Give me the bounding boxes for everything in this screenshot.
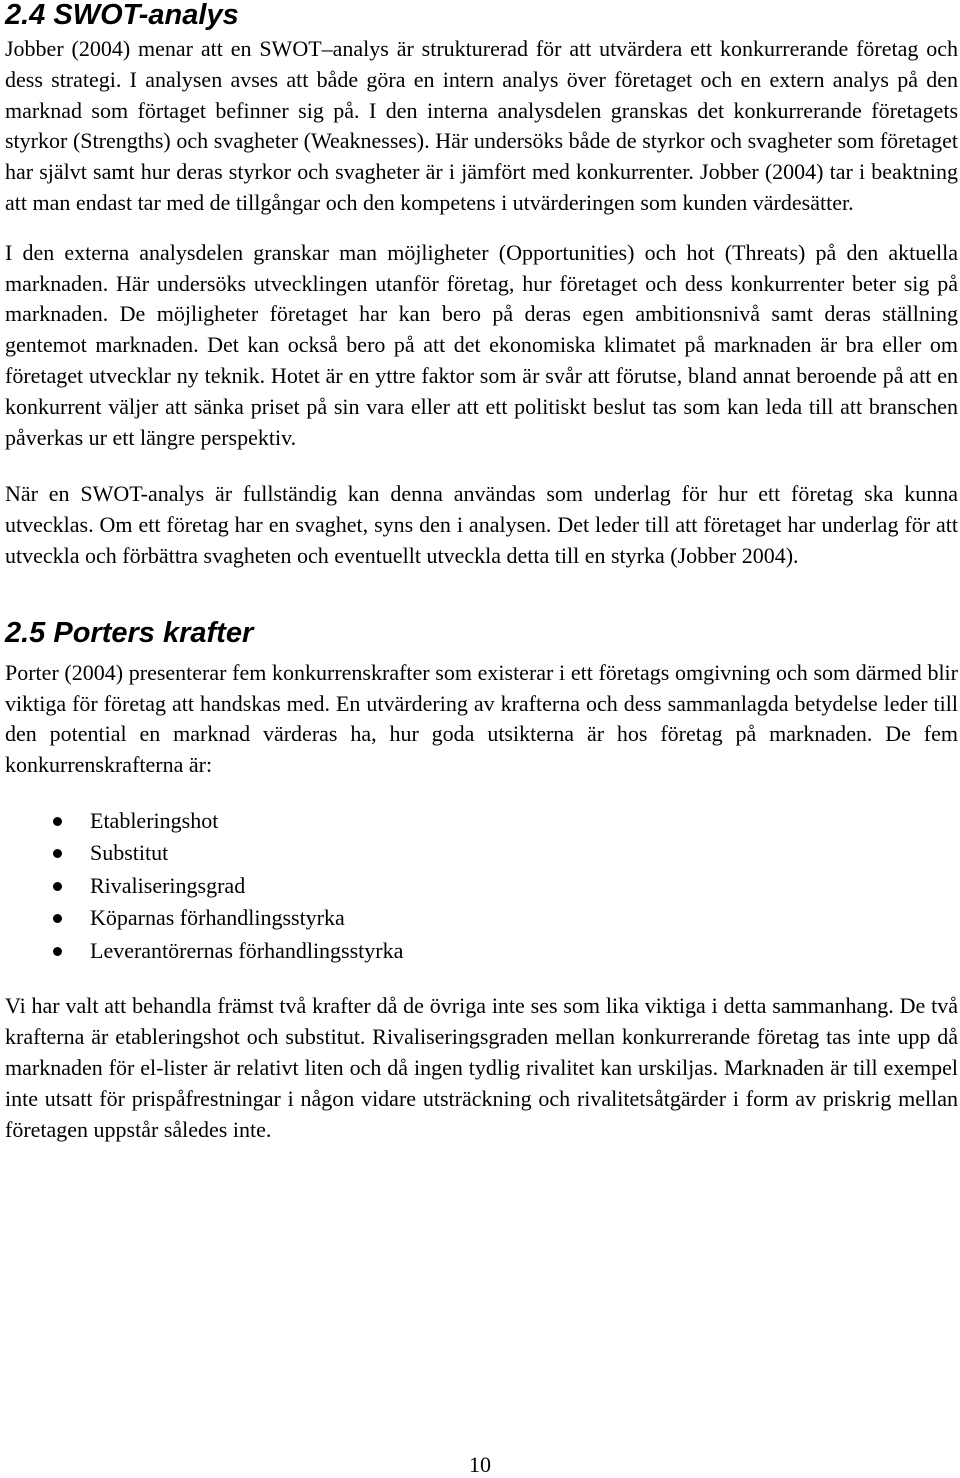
bullet-icon [53,817,62,826]
list-item [5,902,958,935]
paragraph-swot-external: I den externa analysdelen granskar man möjligheter (Opportunities) och hot (Threats) på den aktuella marknaden. Här undersöks utvecklingen utanför företag, hur företaget och dess konkurrenter beter sig på marknaden. De möjligheter företaget har kan bero på deras egen ambitionsnivå samt deras ställning gentemot marknaden. Det kan också bero på att det ekonomiska klimatet på marknaden är bra eller om företaget utvecklar ny teknik. Hotet är en yttre faktor som är svår att förutse, bland annat beroende på att en konkurrent väljer att sänka priset på sin vara eller att ett politiskt beslut tas som kan leda till att branschen påverkas ur ett längre perspektiv. [5,239,958,450]
page-number: 10 [469,1452,491,1477]
forces-list [5,805,958,968]
list-item [5,870,958,903]
list-item-label: Etableringshot [90,807,219,833]
paragraph-swot-intro: Jobber (2004) menar att en SWOT–analys är strukturerad för att utvärdera ett konkurrerande företag och dess strategi. I analysen avses att både göra en intern analys över företaget och en extern analys på den marknad som förtaget befinner sig på. I den interna analysdelen granskas det konkurrerande företagets styrkor (Strengths) och svagheter (Weaknesses). Här undersöks både de styrkor och svagheter som företaget har självt samt hur deras styrkor och svagheter är i jämfört med konkurrenter. Jobber (2004) tar i beaktning att man endast tar med de tillgångar och den kompetens i utvärderingen som kunden värdesätter. [5,36,958,215]
document-page [5,0,958,1145]
list-item [5,837,958,870]
bullet-icon [53,914,62,923]
paragraph-swot-conclusion: När en SWOT-analys är fullständig kan denna användas som underlag för hur ett företag ska kunna utvecklas. Om ett företag har en svaghet, syns den i analysen. Det leder till att företaget har underlag för att utveckla och förbättra svagheten och eventuellt utveckla detta till en styrka (Jobber 2004). [5,481,958,568]
paragraph-porter-intro: Porter (2004) presenterar fem konkurrenskrafter som existerar i ett företags omgivning och som därmed blir viktiga för företag att handskas med. En utvärdering av krafterna och dess sammanlagda betydelse leder till den potential en marknad värderas ha, hur goda utsikterna är hos företag på marknaden. De fem konkurrenskrafterna är: [5,659,958,778]
list-item [5,805,958,838]
section-heading-porter: 2.5 Porters krafter [5,616,254,649]
bullet-icon [53,849,62,858]
bullet-icon [53,947,62,956]
bullet-icon [53,882,62,891]
list-item [5,935,958,968]
paragraph-porter-closing: Vi har valt att behandla främst två krafter då de övriga inte ses som lika viktiga i detta sammanhang. De två krafterna är etableringshot och substitut. Rivaliseringsgraden mellan konkurrerande företag tas inte upp då marknaden för el-lister är relativt liten och då ingen tydlig rivalitet kan urskiljas. Marknaden är till exempel inte utsatt för prispåfrestningar i någon vidare utsträckning och rivalitetsåtgärder i form av priskrig mellan företagen uppstår således inte. [5,993,958,1142]
list-item-label: Leverantörernas förhandlingsstyrka [90,937,404,963]
list-item-label: Rivaliseringsgrad [90,872,246,898]
list-item-label: Substitut [90,840,169,866]
list-item-label: Köparnas förhandlingsstyrka [90,905,345,931]
section-heading-swot: 2.4 SWOT-analys [5,0,239,31]
